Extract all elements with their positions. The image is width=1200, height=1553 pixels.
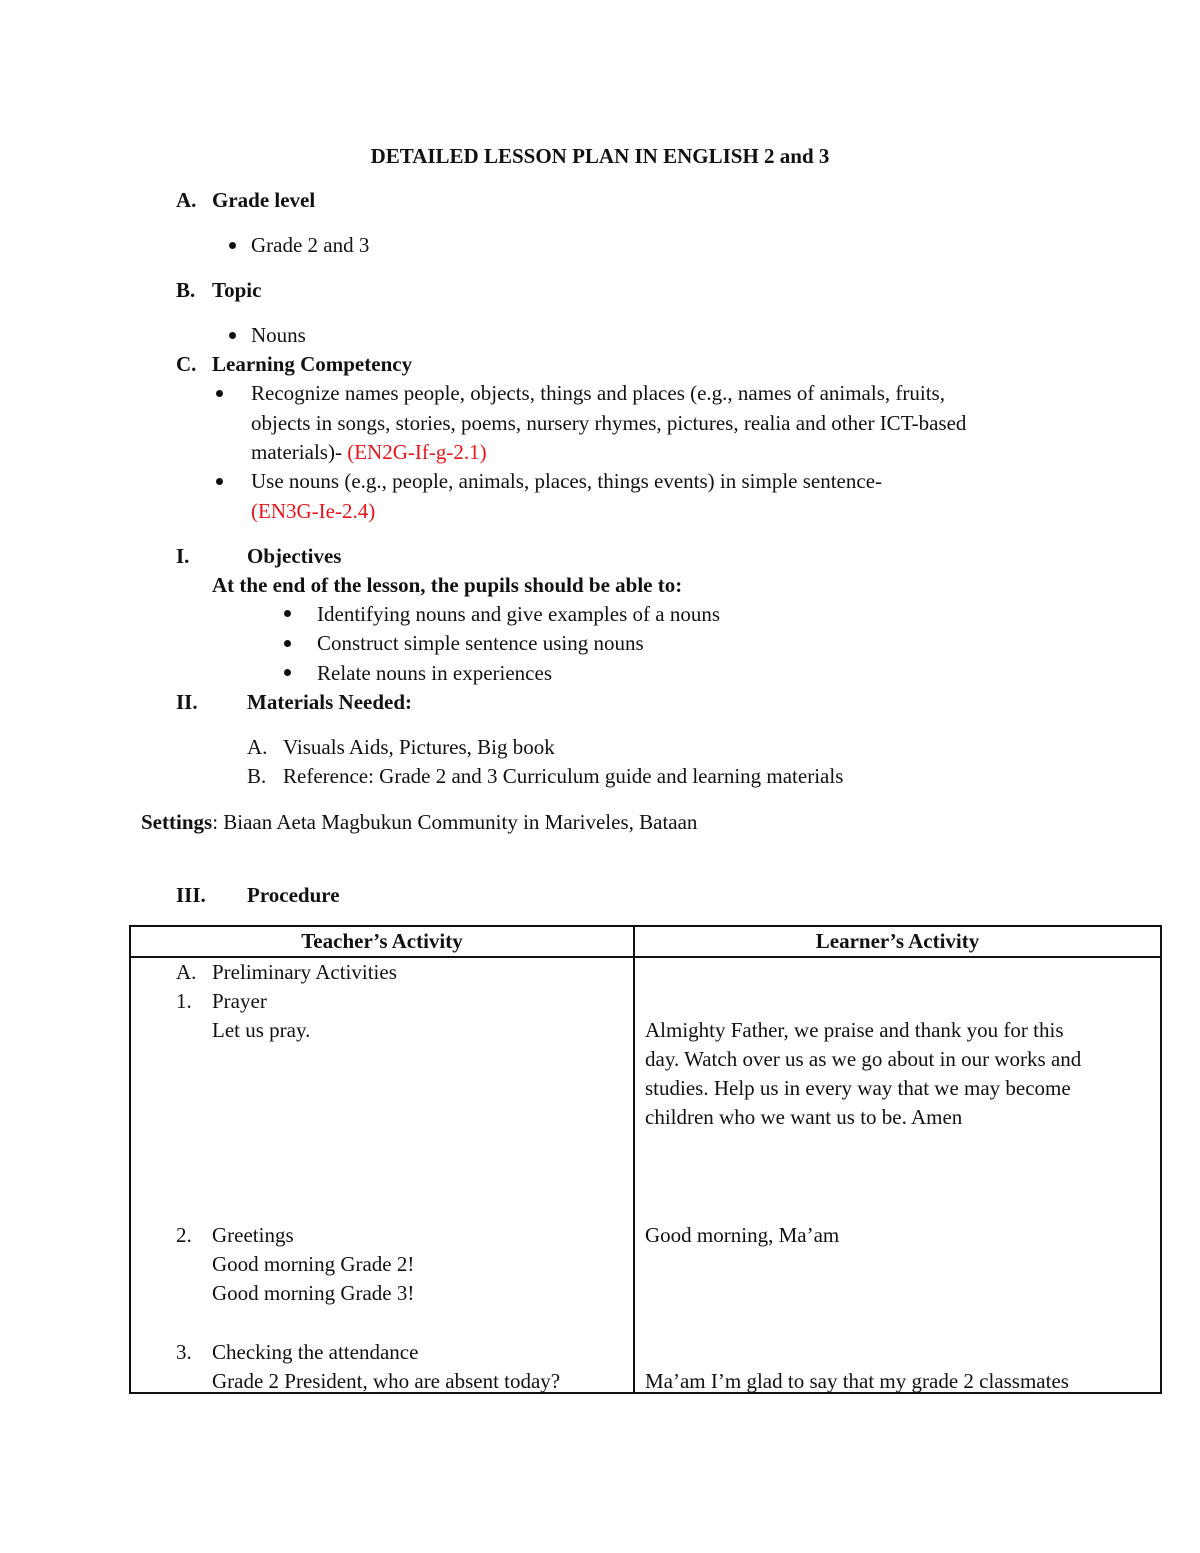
bullet-icon (284, 610, 291, 617)
list-marker: 3. (176, 1340, 192, 1364)
teacher-activity-cell (130, 957, 634, 1393)
competency-line: Use nouns (e.g., people, animals, places, things events) in simple sentence- (251, 469, 883, 493)
attendance-response: Ma’am I’m glad to say that my grade 2 classmates (645, 1369, 1069, 1393)
objective-item: Construct simple sentence using nouns (317, 631, 644, 655)
section-marker: I. (176, 544, 190, 568)
objective-item: Relate nouns in experiences (317, 661, 552, 685)
section-marker: II. (176, 690, 198, 714)
section-heading-competency: Learning Competency (212, 352, 413, 376)
section-marker: III. (176, 883, 206, 907)
attendance-title: Checking the attendance (212, 1340, 419, 1364)
section-marker: C. (176, 352, 197, 376)
section-heading-materials: Materials Needed: (247, 690, 413, 714)
page-title: DETAILED LESSON PLAN IN ENGLISH 2 and 3 (370, 144, 830, 168)
greetings-line: Good morning Grade 3! (212, 1281, 415, 1305)
section-heading-topic: Topic (212, 278, 262, 302)
competency-line: materials)- (EN2G-If-g-2.1) (251, 440, 487, 464)
competency-line: Recognize names people, objects, things and places (e.g., names of animals, fruits, (251, 381, 945, 405)
settings-line (141, 808, 697, 837)
materials-marker: B. (247, 764, 267, 788)
list-marker: A. (176, 960, 197, 984)
prayer-response: studies. Help us in every way that we may become (645, 1076, 1071, 1100)
objective-item: Identifying nouns and give examples of a nouns (317, 602, 720, 626)
learner-activity-cell (634, 957, 1161, 1393)
bullet-icon (216, 478, 223, 485)
bullet-icon (284, 640, 291, 647)
list-marker: 2. (176, 1223, 192, 1247)
settings-text: : Biaan Aeta Magbukun Community in Mariveles, Bataan (212, 810, 698, 834)
bullet-icon (284, 669, 291, 676)
section-marker: B. (176, 278, 196, 302)
prayer-line: Let us pray. (212, 1018, 311, 1042)
table-header-row (130, 926, 1161, 957)
competency-code: (EN2G-If-g-2.1) (347, 440, 487, 464)
table-row (130, 957, 1161, 1393)
section-heading-objectives: Objectives (247, 544, 342, 568)
learner-activity-header: Learner’s Activity (634, 926, 1161, 957)
materials-marker: A. (247, 735, 268, 759)
section-heading-procedure: Procedure (247, 883, 340, 907)
greetings-line: Good morning Grade 2! (212, 1252, 415, 1276)
greeting-response: Good morning, Ma’am (645, 1223, 840, 1247)
procedure-table (129, 925, 1162, 1394)
section-marker: A. (176, 188, 197, 212)
prayer-response: Almighty Father, we praise and thank you for this (645, 1018, 1064, 1042)
materials-item: Reference: Grade 2 and 3 Curriculum guide and learning materials (283, 764, 844, 788)
teacher-activity-header: Teacher’s Activity (130, 926, 634, 957)
attendance-line: Grade 2 President, who are absent today? (212, 1369, 561, 1393)
bullet-icon (229, 242, 236, 249)
preliminary-activities: Preliminary Activities (212, 960, 397, 984)
prayer-response: day. Watch over us as we go about in our works and (645, 1047, 1082, 1071)
materials-item: Visuals Aids, Pictures, Big book (283, 735, 555, 759)
bullet-icon (229, 332, 236, 339)
settings-label: Settings (141, 810, 213, 834)
list-marker: 1. (176, 989, 192, 1013)
bullet-icon (216, 390, 223, 397)
competency-line: objects in songs, stories, poems, nursery rhymes, pictures, realia and other ICT-based (251, 411, 967, 435)
grade-level-item: Grade 2 and 3 (251, 233, 370, 257)
prayer-response: children who we want us to be. Amen (645, 1105, 963, 1129)
objectives-intro: At the end of the lesson, the pupils should be able to: (212, 573, 683, 597)
section-heading-grade-level: Grade level (212, 188, 316, 212)
competency-code: (EN3G-Ie-2.4) (251, 499, 376, 523)
greetings-title: Greetings (212, 1223, 294, 1247)
topic-item: Nouns (251, 323, 306, 347)
prayer-title: Prayer (212, 989, 267, 1013)
